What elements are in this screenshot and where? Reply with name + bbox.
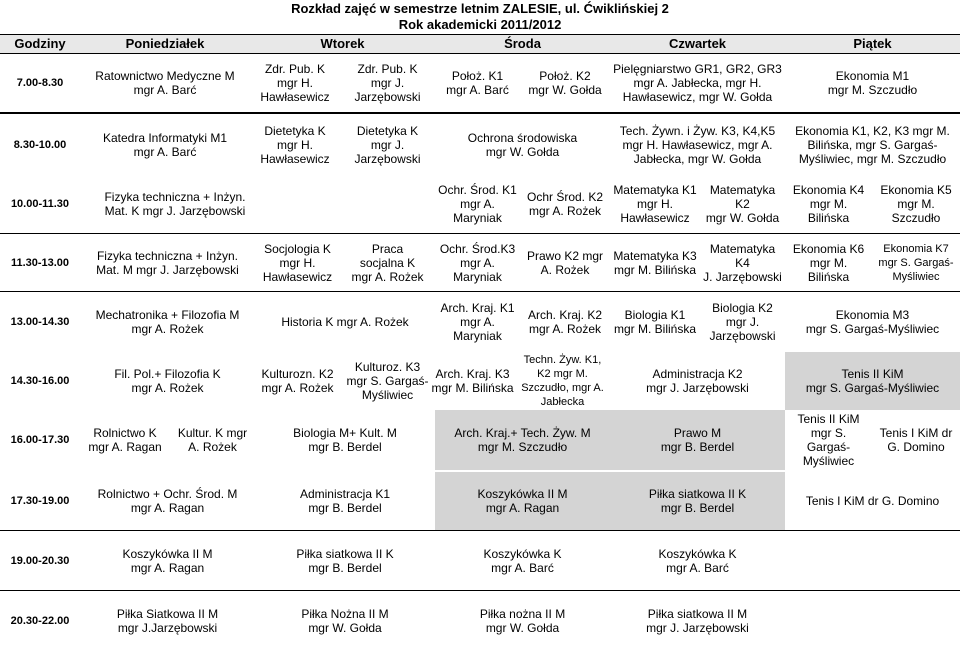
class-cell: Administracja K1 mgr B. Berdel bbox=[299, 487, 391, 515]
class-cell: Fil. Pol.+ Filozofia K mgr A. Rożek bbox=[114, 367, 221, 395]
class-cell: Położ. K1 mgr A. Barć bbox=[446, 68, 509, 97]
class-cell: Katedra Informatyki M1 mgr A. Barć bbox=[102, 131, 228, 159]
class-cell: Ekonomia K5 mgr M. Szczudło bbox=[880, 182, 952, 225]
time-slot: 19.00-20.30 bbox=[10, 555, 70, 567]
class-cell: Ochr. Środ.K3 mgr A. Maryniak bbox=[439, 241, 516, 284]
time-slot: 20.30-22.00 bbox=[10, 615, 70, 627]
class-cell: Ekonomia M3 mgr S. Gargaś-Myśliwiec bbox=[805, 307, 940, 336]
class-cell: Piłka siatkowa II K mgr B. Berdel bbox=[610, 472, 785, 530]
class-cell: Dietetyka K mgr J. Jarzębowski bbox=[354, 124, 421, 166]
class-cell: Arch. Kraj.+ Tech. Żyw. M mgr M. Szczudło bbox=[435, 410, 610, 470]
time-slot: 10.00-11.30 bbox=[10, 197, 70, 210]
class-cell: Tech. Żywn. i Żyw. K3, K4,K5 mgr H. Hawłasewicz, mgr A. Jabłecka, mgr W. Gołda bbox=[619, 124, 776, 166]
time-slot: 8.30-10.00 bbox=[13, 139, 67, 151]
class-cell: Tenis I KiM dr G. Domino bbox=[805, 494, 940, 508]
class-cell: Techn. Żyw. K1, K2 mgr M. Szczudło, mgr A. Jabłecka bbox=[521, 354, 604, 408]
class-cell: Zdr. Pub. K mgr H. Hawłasewicz bbox=[260, 61, 330, 104]
class-cell: Arch. Kraj. K3 mgr M. Bilińska bbox=[431, 367, 514, 395]
class-cell: Arch. Kraj. K2 mgr A. Rożek bbox=[527, 307, 603, 336]
header-monday: Poniedziałek bbox=[80, 34, 250, 54]
class-cell: Koszykówka K mgr A. Barć bbox=[483, 547, 562, 575]
class-cell: Kulturoz. K3 mgr S. Gargaś- Myśliwiec bbox=[346, 360, 429, 402]
class-cell: Kulturozn. K2 mgr A. Rożek bbox=[261, 367, 334, 395]
class-cell: Rolnictwo K mgr A. Ragan bbox=[88, 426, 162, 454]
class-cell: Piłka nożna II M mgr W. Gołda bbox=[479, 607, 566, 635]
class-cell: Ekonomia M1 mgr M. Szczudło bbox=[827, 68, 918, 97]
class-cell: Ekonomia K6 mgr M. Bilińska bbox=[792, 241, 865, 284]
class-cell: Matematyka K2 mgr W. Gołda bbox=[705, 182, 780, 225]
class-cell: Rolnictwo + Ochr. Środ. M mgr A. Ragan bbox=[97, 487, 238, 515]
class-cell: Piłka siatkowa II K mgr B. Berdel bbox=[296, 547, 394, 575]
row-divider bbox=[0, 530, 960, 531]
class-cell: Prawo K2 mgr A. Rożek bbox=[526, 248, 604, 277]
class-cell: Biologia M+ Kult. M mgr B. Berdel bbox=[293, 426, 397, 454]
empty-cell bbox=[785, 532, 960, 590]
header-friday: Piątek bbox=[785, 34, 960, 54]
class-cell: Zdr. Pub. K mgr J. Jarzębowski bbox=[354, 61, 421, 104]
class-cell: Arch. Kraj. K1 mgr A. Maryniak bbox=[440, 300, 515, 343]
page-title: Rozkład zajęć w semestrze letnim ZALESIE, ul. Ćwiklińskiej 2 bbox=[291, 1, 669, 16]
class-cell: Ochrona środowiska mgr W. Gołda bbox=[467, 131, 578, 159]
class-cell: Matematyka K4 J. Jarzębowski bbox=[703, 241, 782, 284]
class-cell: Administracja K2 mgr J. Jarzębowski bbox=[646, 367, 749, 395]
class-cell: Historia K mgr A. Rożek bbox=[281, 314, 409, 329]
empty-cell bbox=[785, 592, 960, 650]
class-cell: Kultur. K mgr A. Rożek bbox=[177, 426, 248, 454]
class-cell: Ochr. Środ. K1 mgr A. Maryniak bbox=[438, 182, 517, 225]
header-hours: Godziny bbox=[0, 34, 80, 54]
time-slot: 7.00-8.30 bbox=[16, 76, 64, 89]
class-cell: Fizyka techniczna + Inżyn. Mat. K mgr J. Jarzębowski bbox=[104, 189, 246, 218]
class-cell: Tenis II KiM mgr S. Gargaś- Myśliwiec bbox=[797, 412, 860, 468]
time-slot: 17.30-19.00 bbox=[10, 495, 70, 507]
time-slot: 13.00-14.30 bbox=[10, 315, 70, 328]
class-cell: Ratownictwo Medyczne M mgr A. Barć bbox=[95, 68, 235, 97]
class-cell: Socjologia K mgr H. Hawłasewicz bbox=[262, 241, 333, 284]
row-divider bbox=[0, 233, 960, 234]
class-cell: Koszykówka K mgr A. Barć bbox=[658, 547, 737, 575]
class-cell: Ochr Środ. K2 mgr A. Rożek bbox=[526, 189, 604, 218]
time-slot: 16.00-17.30 bbox=[10, 434, 70, 446]
class-cell: Matematyka K1 mgr H. Hawłasewicz bbox=[613, 182, 697, 225]
row-divider bbox=[0, 112, 960, 114]
class-cell: Ekonomia K7 mgr S. Gargaś- Myśliwiec bbox=[878, 242, 954, 283]
class-cell: Ekonomia K4 mgr M. Bilińska bbox=[792, 182, 865, 225]
page-subtitle: Rok akademicki 2011/2012 bbox=[398, 17, 562, 32]
time-slot: 14.30-16.00 bbox=[10, 375, 70, 387]
class-cell: Piłka Nożna II M mgr W. Gołda bbox=[301, 607, 389, 635]
class-cell: Koszykówka II M mgr A. Ragan bbox=[435, 472, 610, 530]
class-cell: Położ. K2 mgr W. Gołda bbox=[528, 68, 602, 97]
header-wednesday: Środa bbox=[435, 34, 610, 54]
class-cell: Ekonomia K1, K2, K3 mgr M. Bilińska, mgr S. Gargaś- Myśliwiec, mgr M. Szczudło bbox=[795, 124, 950, 166]
class-cell: Dietetyka K mgr H. Hawłasewicz bbox=[260, 124, 330, 166]
row-divider bbox=[0, 291, 960, 292]
class-cell: Mechatronika + Filozofia M mgr A. Rożek bbox=[95, 307, 240, 336]
class-cell: Koszykówka II M mgr A. Ragan bbox=[122, 547, 213, 575]
class-cell: Fizyka techniczna + Inżyn. Mat. M mgr J. Jarzębowski bbox=[96, 248, 239, 277]
class-cell: Biologia K1 mgr M. Bilińska bbox=[613, 307, 696, 336]
class-cell: Biologia K2 mgr J. Jarzębowski bbox=[709, 300, 776, 343]
header-thursday: Czwartek bbox=[610, 34, 785, 54]
class-cell: Pielęgniarstwo GR1, GR2, GR3 mgr A. Jabłecka, mgr H. Hawłasewicz, mgr W. Gołda bbox=[613, 61, 782, 104]
class-cell: Praca socjalna K mgr A. Rożek bbox=[351, 241, 424, 284]
class-cell: Piłka siatkowa II M mgr J. Jarzębowski bbox=[646, 607, 749, 635]
class-cell: Tenis I KiM dr G. Domino bbox=[879, 426, 953, 454]
header-tuesday: Wtorek bbox=[250, 34, 435, 54]
row-divider bbox=[0, 590, 960, 591]
class-cell: Prawo M mgr B. Berdel bbox=[610, 410, 785, 470]
class-cell: Matematyka K3 mgr M. Bilińska bbox=[613, 248, 697, 277]
class-cell: Tenis II KiM mgr S. Gargaś-Myśliwiec bbox=[785, 352, 960, 410]
time-slot: 11.30-13.00 bbox=[10, 256, 70, 269]
class-cell: Piłka Siatkowa II M mgr J.Jarzębowski bbox=[116, 607, 219, 635]
